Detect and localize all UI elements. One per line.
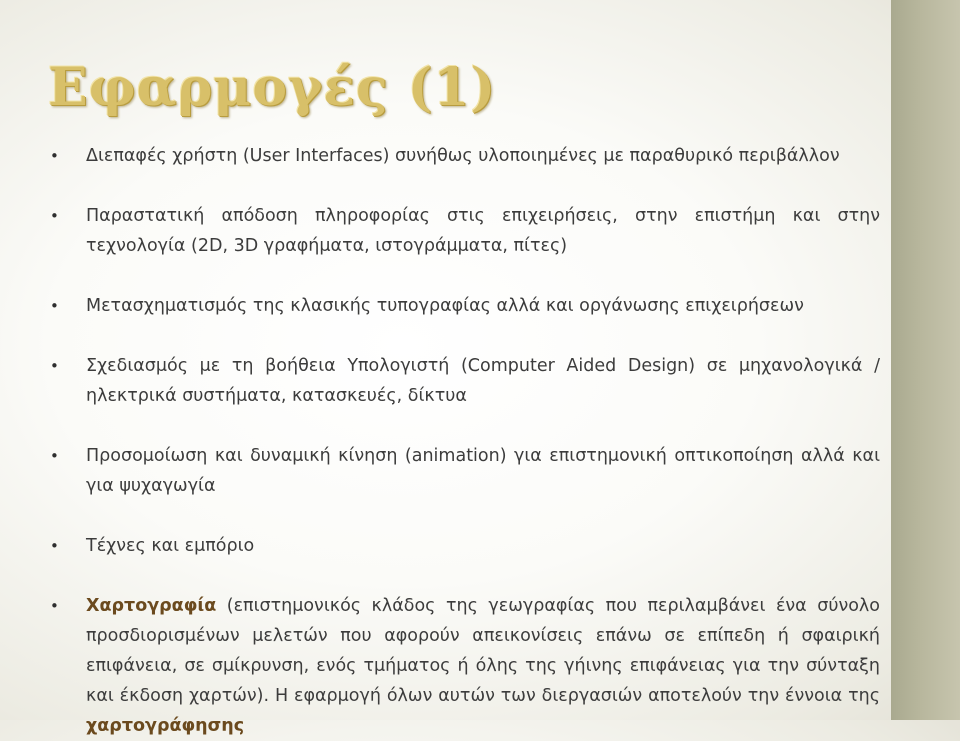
bullet-item: [50, 441, 880, 501]
bullet-list: [50, 141, 880, 741]
bullet-text: Παραστατική απόδοση πληροφορίας στις επιχειρήσεις, στην επιστήμη και στην τεχνολογία (2D, 3D γραφήματα, ιστογράμματα, πίτες): [86, 206, 880, 256]
bullet-item: [50, 531, 880, 561]
bullet-dot-icon: •: [50, 597, 59, 615]
bullet-item: [50, 201, 880, 261]
cartography-definition: (επιστημονικός κλάδος της γεωγραφίας που περιλαμβάνει ένα σύνολο προσδιορισμένων μελετών που αφορούν απεικονίσεις επάνω σε επίπεδη ή σφαιρική επιφάνεια, σε σμίκρυνση, ενός τμήματος ή όλης της γήινης επιφάνειας για την σύνταξη και έκδοση χαρτών). Η εφαρμογή όλων αυτών των διεργασιών αποτελούν την έννοια της: [86, 596, 880, 706]
bullet-item: [50, 291, 880, 321]
bullet-text: Μετασχηματισμός της κλασικής τυπογραφίας αλλά και οργάνωσης επιχειρήσεων: [86, 296, 804, 316]
bullet-item: [50, 141, 880, 171]
bullet-dot-icon: •: [50, 447, 59, 465]
decorative-side-bar: [891, 0, 960, 720]
bullet-dot-icon: •: [50, 207, 59, 225]
bullet-text: Διεπαφές χρήστη (User Interfaces) συνήθως υλοποιημένες με παραθυρικό περιβάλλον: [86, 146, 840, 166]
bullet-text: Σχεδιασμός με τη βοήθεια Υπολογιστή (Computer Aided Design) σε μηχανολογικά / ηλεκτρικά συστήματα, κατασκευές, δίκτυα: [86, 356, 880, 406]
cartography-term: Χαρτογραφία: [86, 596, 217, 616]
mapping-term: χαρτογράφησης: [86, 716, 245, 736]
bullet-item: [50, 351, 880, 411]
bullet-dot-icon: •: [50, 357, 59, 375]
bullet-dot-icon: •: [50, 297, 59, 315]
bullet-item-cartography: [50, 591, 880, 741]
slide-title: Εφαρμογές (1): [48, 57, 497, 118]
bullet-text: Προσομοίωση και δυναμική κίνηση (animation) για επιστημονική οπτικοποίηση αλλά και για ψυχαγωγία: [86, 446, 880, 496]
bullet-text: Τέχνες και εμπόριο: [86, 536, 255, 556]
bullet-dot-icon: •: [50, 537, 59, 555]
bullet-dot-icon: •: [50, 147, 59, 165]
